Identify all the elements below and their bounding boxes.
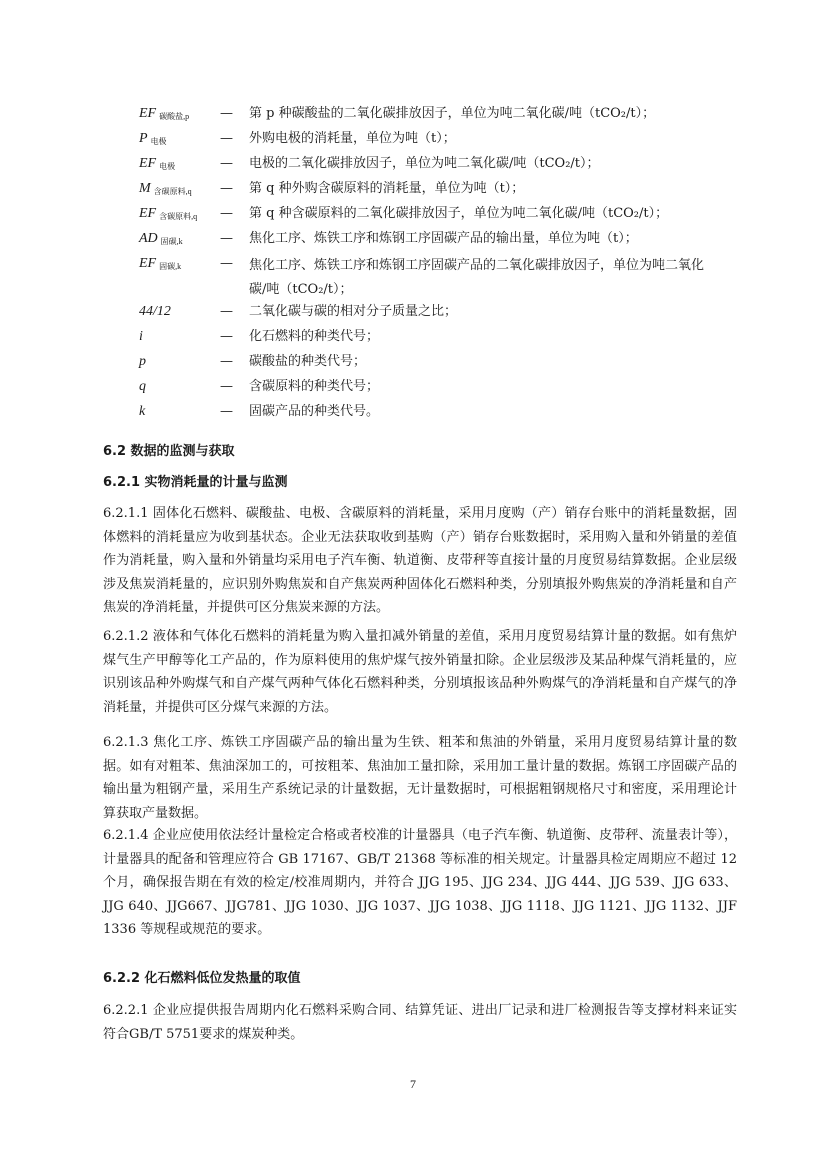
dash: — [220,256,233,271]
definition-row [0,377,826,402]
dash: — [220,379,233,394]
dash: — [220,304,233,319]
definition-text: 碳酸盐的种类代号； [249,354,367,369]
definition-text: 二氧化碳与碳的相对分子质量之比； [249,304,458,319]
dash: — [220,206,233,221]
page-number: 7 [410,1077,416,1091]
symbol: q [139,379,146,394]
section-heading-6-2-2: 6.2.2 化石燃料低位发热量的取值 [103,971,301,986]
symbol: M $_{含碳原料,q}$ [139,181,192,196]
symbol: EF $_{电极}$ [139,156,176,171]
symbol: EF $_{碳酸盐,p}$ [139,106,190,121]
symbol: AD $_{固碳,k}$ [139,231,183,246]
definition-row [0,229,826,254]
definition-text: 第 q 种含碳原料的二氧化碳排放因子，单位为吨二氧化碳/吨（tCO₂/t）； [249,206,669,221]
definition-row [0,104,826,129]
symbol: EF $_{含碳原料,q}$ [139,206,198,221]
definition-text: 外购电极的消耗量，单位为吨（t）； [249,131,456,146]
definition-text: 第 q 种外购含碳原料的消耗量，单位为吨（t）； [249,181,525,196]
paragraph-6-2-1-4: 6.2.1.4 企业应使用依法经计量检定合格或者校准的计量器具（电子汽车衡、轨道衡、皮带秤、流量表计等），计量器具的配备和管理应符合 GB 17167、GB/T 21368 等标准的相关规定。计量器具检定周期应不超过 12 个月，确保报告期在有效的检定/校准周期内，并符合 JJG 195、JJG 234、JJG 444、JJG 539、JJG 633、JJG 640、JJG667、JJG781、JJG 1030、JJG 1037、JJG 1038、JJG 1118、JJG 1121、JJG 1132、JJF 1336 等规程或规范的要求。 [103,828,737,937]
symbol: P $_{电极}$ [139,131,167,146]
definition-row [0,154,826,179]
symbol: 44/12 [139,304,171,319]
paragraph-6-2-1-2: 6.2.1.2 液体和气体化石燃料的消耗量为购入量扣减外销量的差值，采用月度贸易结算计量的数据。如有焦炉煤气生产甲醇等化工产品的，作为原料使用的焦炉煤气按外销量扣除。企业层级涉及某品种煤气消耗量的，应识别该品种外购煤气和自产煤气两种气体化石燃料种类，分别填报该品种外购煤气的净消耗量和自产煤气的净消耗量，并提供可区分煤气来源的方法。 [103,629,737,715]
definition-row [0,129,826,154]
definition-text: 第 p 种碳酸盐的二氧化碳排放因子，单位为吨二氧化碳/吨（tCO₂/t）； [249,106,656,121]
dash: — [220,404,233,419]
dash: — [220,181,233,196]
symbol: k [139,404,146,419]
definition-text: 焦化工序、炼铁工序和炼钢工序固碳产品的输出量，单位为吨（t）； [249,231,638,246]
definition-row [0,302,826,327]
dash: — [220,329,233,344]
symbol: i [139,329,143,344]
symbol-definitions [0,104,826,427]
definition-row [0,204,826,229]
definition-text: 固碳产品的种类代号。 [249,404,380,419]
section-heading-6-2-1: 6.2.1 实物消耗量的计量与监测 [103,475,288,490]
definition-text: 含碳原料的种类代号； [249,379,380,394]
dash: — [220,131,233,146]
definition-row [0,179,826,204]
dash: — [220,106,233,121]
paragraph-6-2-1-1: 6.2.1.1 固体化石燃料、碳酸盐、电极、含碳原料的消耗量，采用月度购（产）销存台账中的消耗量数据，固体燃料的消耗量应为收到基状态。企业无法获取收到基购（产）销存台账数据时，采用购入量和外销量的差值作为消耗量，购入量和外销量均采用电子汽车衡、轨道衡、皮带秤等直接计量的月度贸易结算数据。企业层级涉及焦炭消耗量的，应识别外购焦炭和自产焦炭两种固体化石燃料种类，分别填报外购焦炭的净消耗量和自产焦炭的净消耗量，并提供可区分焦炭来源的方法。 [103,506,737,615]
section-heading-6-2: 6.2 数据的监测与获取 [103,444,235,459]
dash: — [220,156,233,171]
definition-row [0,327,826,352]
definition-text: 化石燃料的种类代号； [249,329,380,344]
paragraph-6-2-1-3: 6.2.1.3 焦化工序、炼铁工序固碳产品的输出量为生铁、粗苯和焦油的外销量，采用月度贸易结算计量的数据。如有对粗苯、焦油深加工的，可按粗苯、焦油加工量扣除，采用加工量计量的数据。炼钢工序固碳产品的输出量为粗钢产量，采用生产系统记录的计量数据，无计量数据时，可根据粗钢规格尺寸和密度，采用理论计算获取产量数据。 [103,735,737,821]
definition-text: 电极的二氧化碳排放因子，单位为吨二氧化碳/吨（tCO₂/t）； [249,156,600,171]
definition-row [0,402,826,427]
dash: — [220,231,233,246]
definition-text: 焦化工序、炼铁工序和炼钢工序固碳产品的二氧化碳排放因子，单位为吨二氧化碳/吨（tCO₂/t）； [249,258,705,297]
dash: — [220,354,233,369]
symbol: p [139,354,146,369]
definition-row [0,254,826,302]
paragraph-6-2-2-1: 6.2.2.1 企业应提供报告周期内化石燃料采购合同、结算凭证、进出厂记录和进厂检测报告等支撑材料来证实符合GB/T 5751要求的煤炭种类。 [103,1003,737,1042]
symbol: EF $_{固碳,k}$ [139,256,182,271]
definition-row [0,352,826,377]
